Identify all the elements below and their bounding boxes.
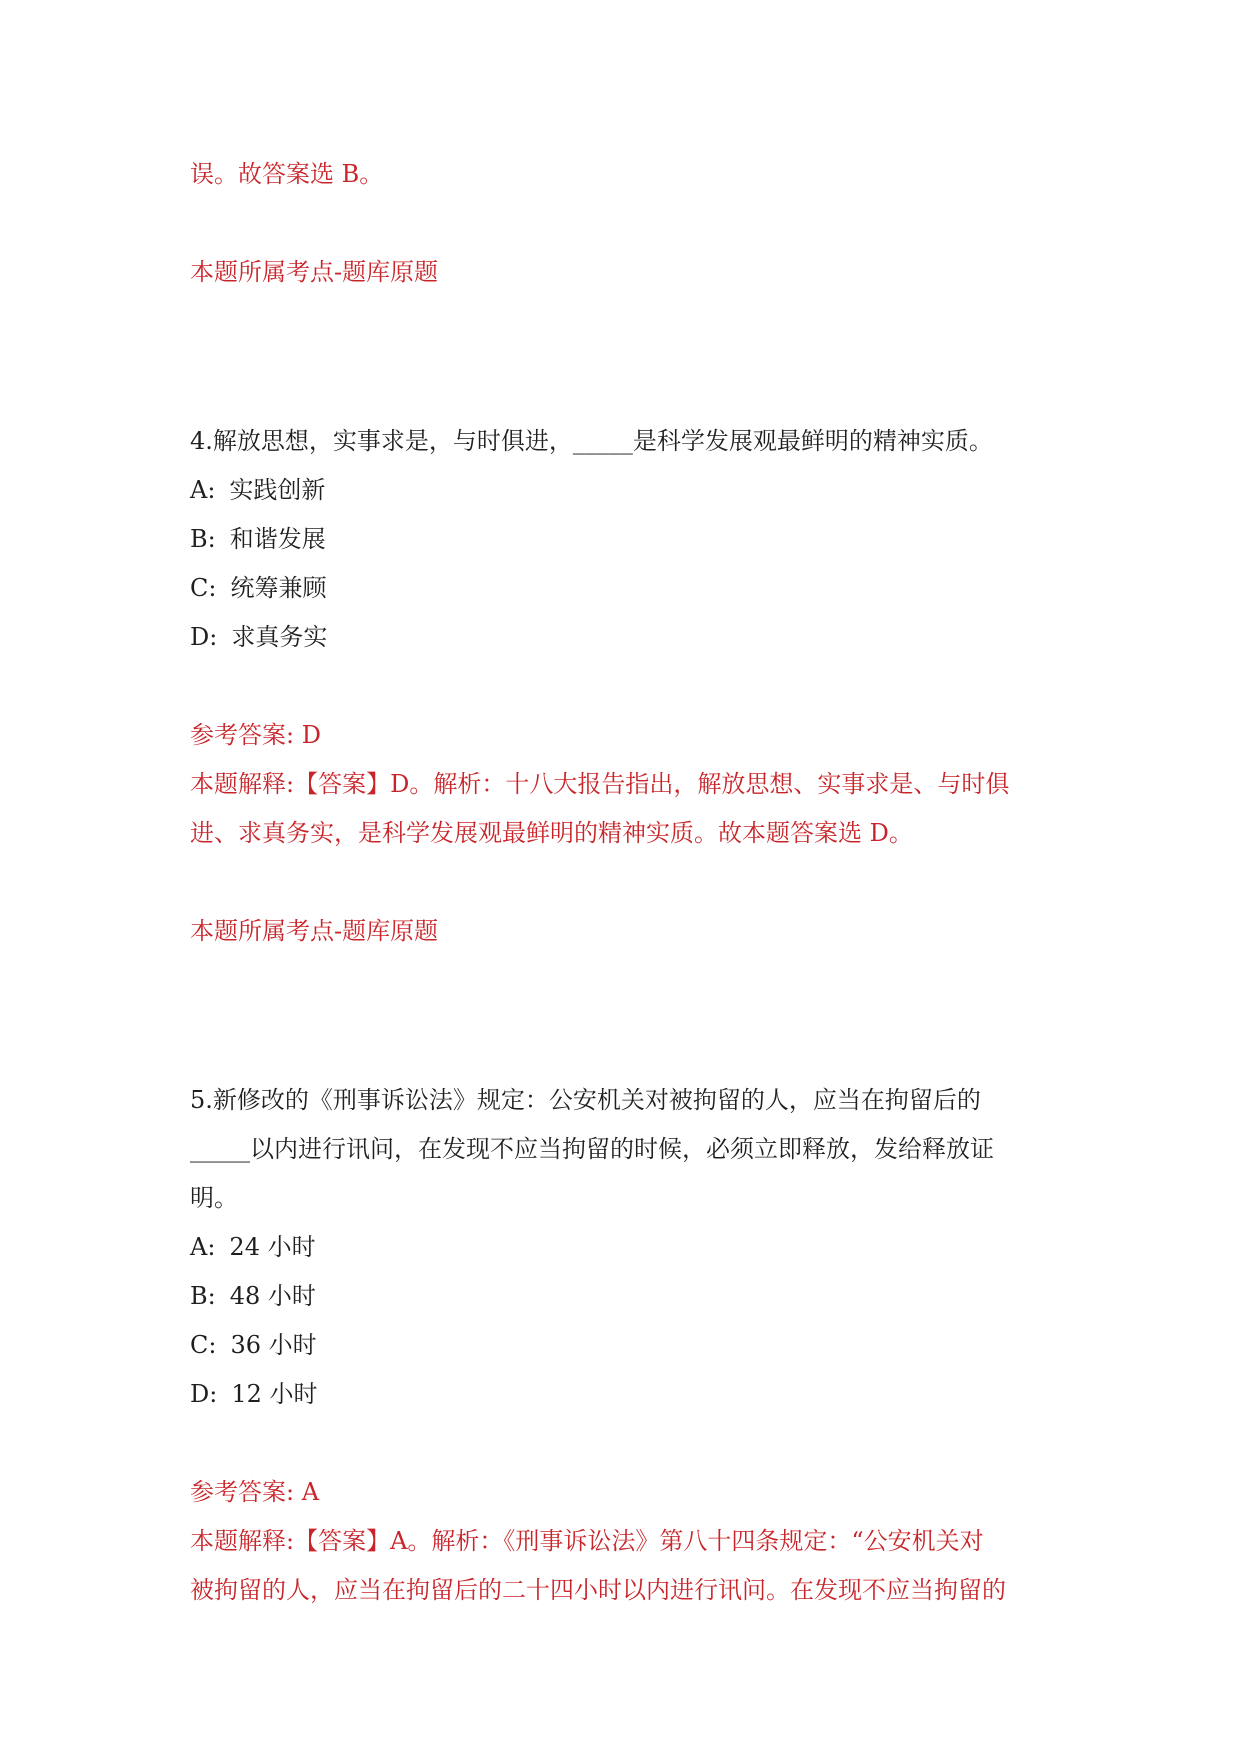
option-key: C: xyxy=(190,1331,217,1359)
q4-stem: 4.解放思想，实事求是，与时俱进，_____是科学发展观最鲜明的精神实质。 xyxy=(190,427,993,455)
q5-stem-line-2: _____以内进行讯问，在发现不应当拘留的时候，必须立即释放，发给释放证 xyxy=(190,1135,994,1163)
prev-source: 本题所属考点-题库原题 xyxy=(190,258,439,286)
q5-explanation-line-2: 被拘留的人，应当在拘留后的二十四小时以内进行讯问。在发现不应当拘留的 xyxy=(190,1576,1006,1604)
q4-source: 本题所属考点-题库原题 xyxy=(190,917,439,945)
option-text: 统筹兼顾 xyxy=(230,574,327,602)
prev-explanation-tail: 误。故答案选 B。 xyxy=(190,160,384,188)
page-content xyxy=(190,150,1050,1615)
option-key: D: xyxy=(190,623,218,651)
q4-explanation-line-2: 进、求真务实，是科学发展观最鲜明的精神实质。故本题答案选 D。 xyxy=(190,819,913,847)
option-key: C: xyxy=(190,574,217,602)
option-text: 24 小时 xyxy=(229,1233,316,1261)
option-text: 12 小时 xyxy=(231,1380,318,1408)
option-key: B: xyxy=(190,525,216,553)
option-text: 36 小时 xyxy=(230,1331,317,1359)
q5-option-c xyxy=(190,1321,1050,1370)
q5-stem-line-1: 5.新修改的《刑事诉讼法》规定：公安机关对被拘留的人，应当在拘留后的 xyxy=(190,1086,981,1114)
q5-answer: 参考答案: A xyxy=(190,1478,320,1506)
q5-option-b xyxy=(190,1272,1050,1321)
q4-option-b xyxy=(190,515,1050,564)
option-key: B: xyxy=(190,1282,216,1310)
q4-option-d xyxy=(190,613,1050,662)
q5-option-a xyxy=(190,1223,1050,1272)
q4-option-a xyxy=(190,466,1050,515)
q4-explanation-line-1: 本题解释:【答案】D。解析：十八大报告指出，解放思想、实事求是、与时俱 xyxy=(190,770,1010,798)
option-text: 和谐发展 xyxy=(229,525,326,553)
q5-stem-line-3: 明。 xyxy=(190,1184,238,1212)
option-text: 48 小时 xyxy=(229,1282,316,1310)
option-text: 实践创新 xyxy=(229,476,326,504)
option-key: A: xyxy=(190,1233,216,1261)
q5-explanation-line-1: 本题解释:【答案】A。解析：《刑事诉讼法》第八十四条规定：“公安机关对 xyxy=(190,1527,984,1555)
q4-option-c xyxy=(190,564,1050,613)
q5-option-d xyxy=(190,1370,1050,1419)
q4-answer: 参考答案: D xyxy=(190,721,321,749)
option-key: D: xyxy=(190,1380,218,1408)
option-key: A: xyxy=(190,476,216,504)
option-text: 求真务实 xyxy=(231,623,328,651)
